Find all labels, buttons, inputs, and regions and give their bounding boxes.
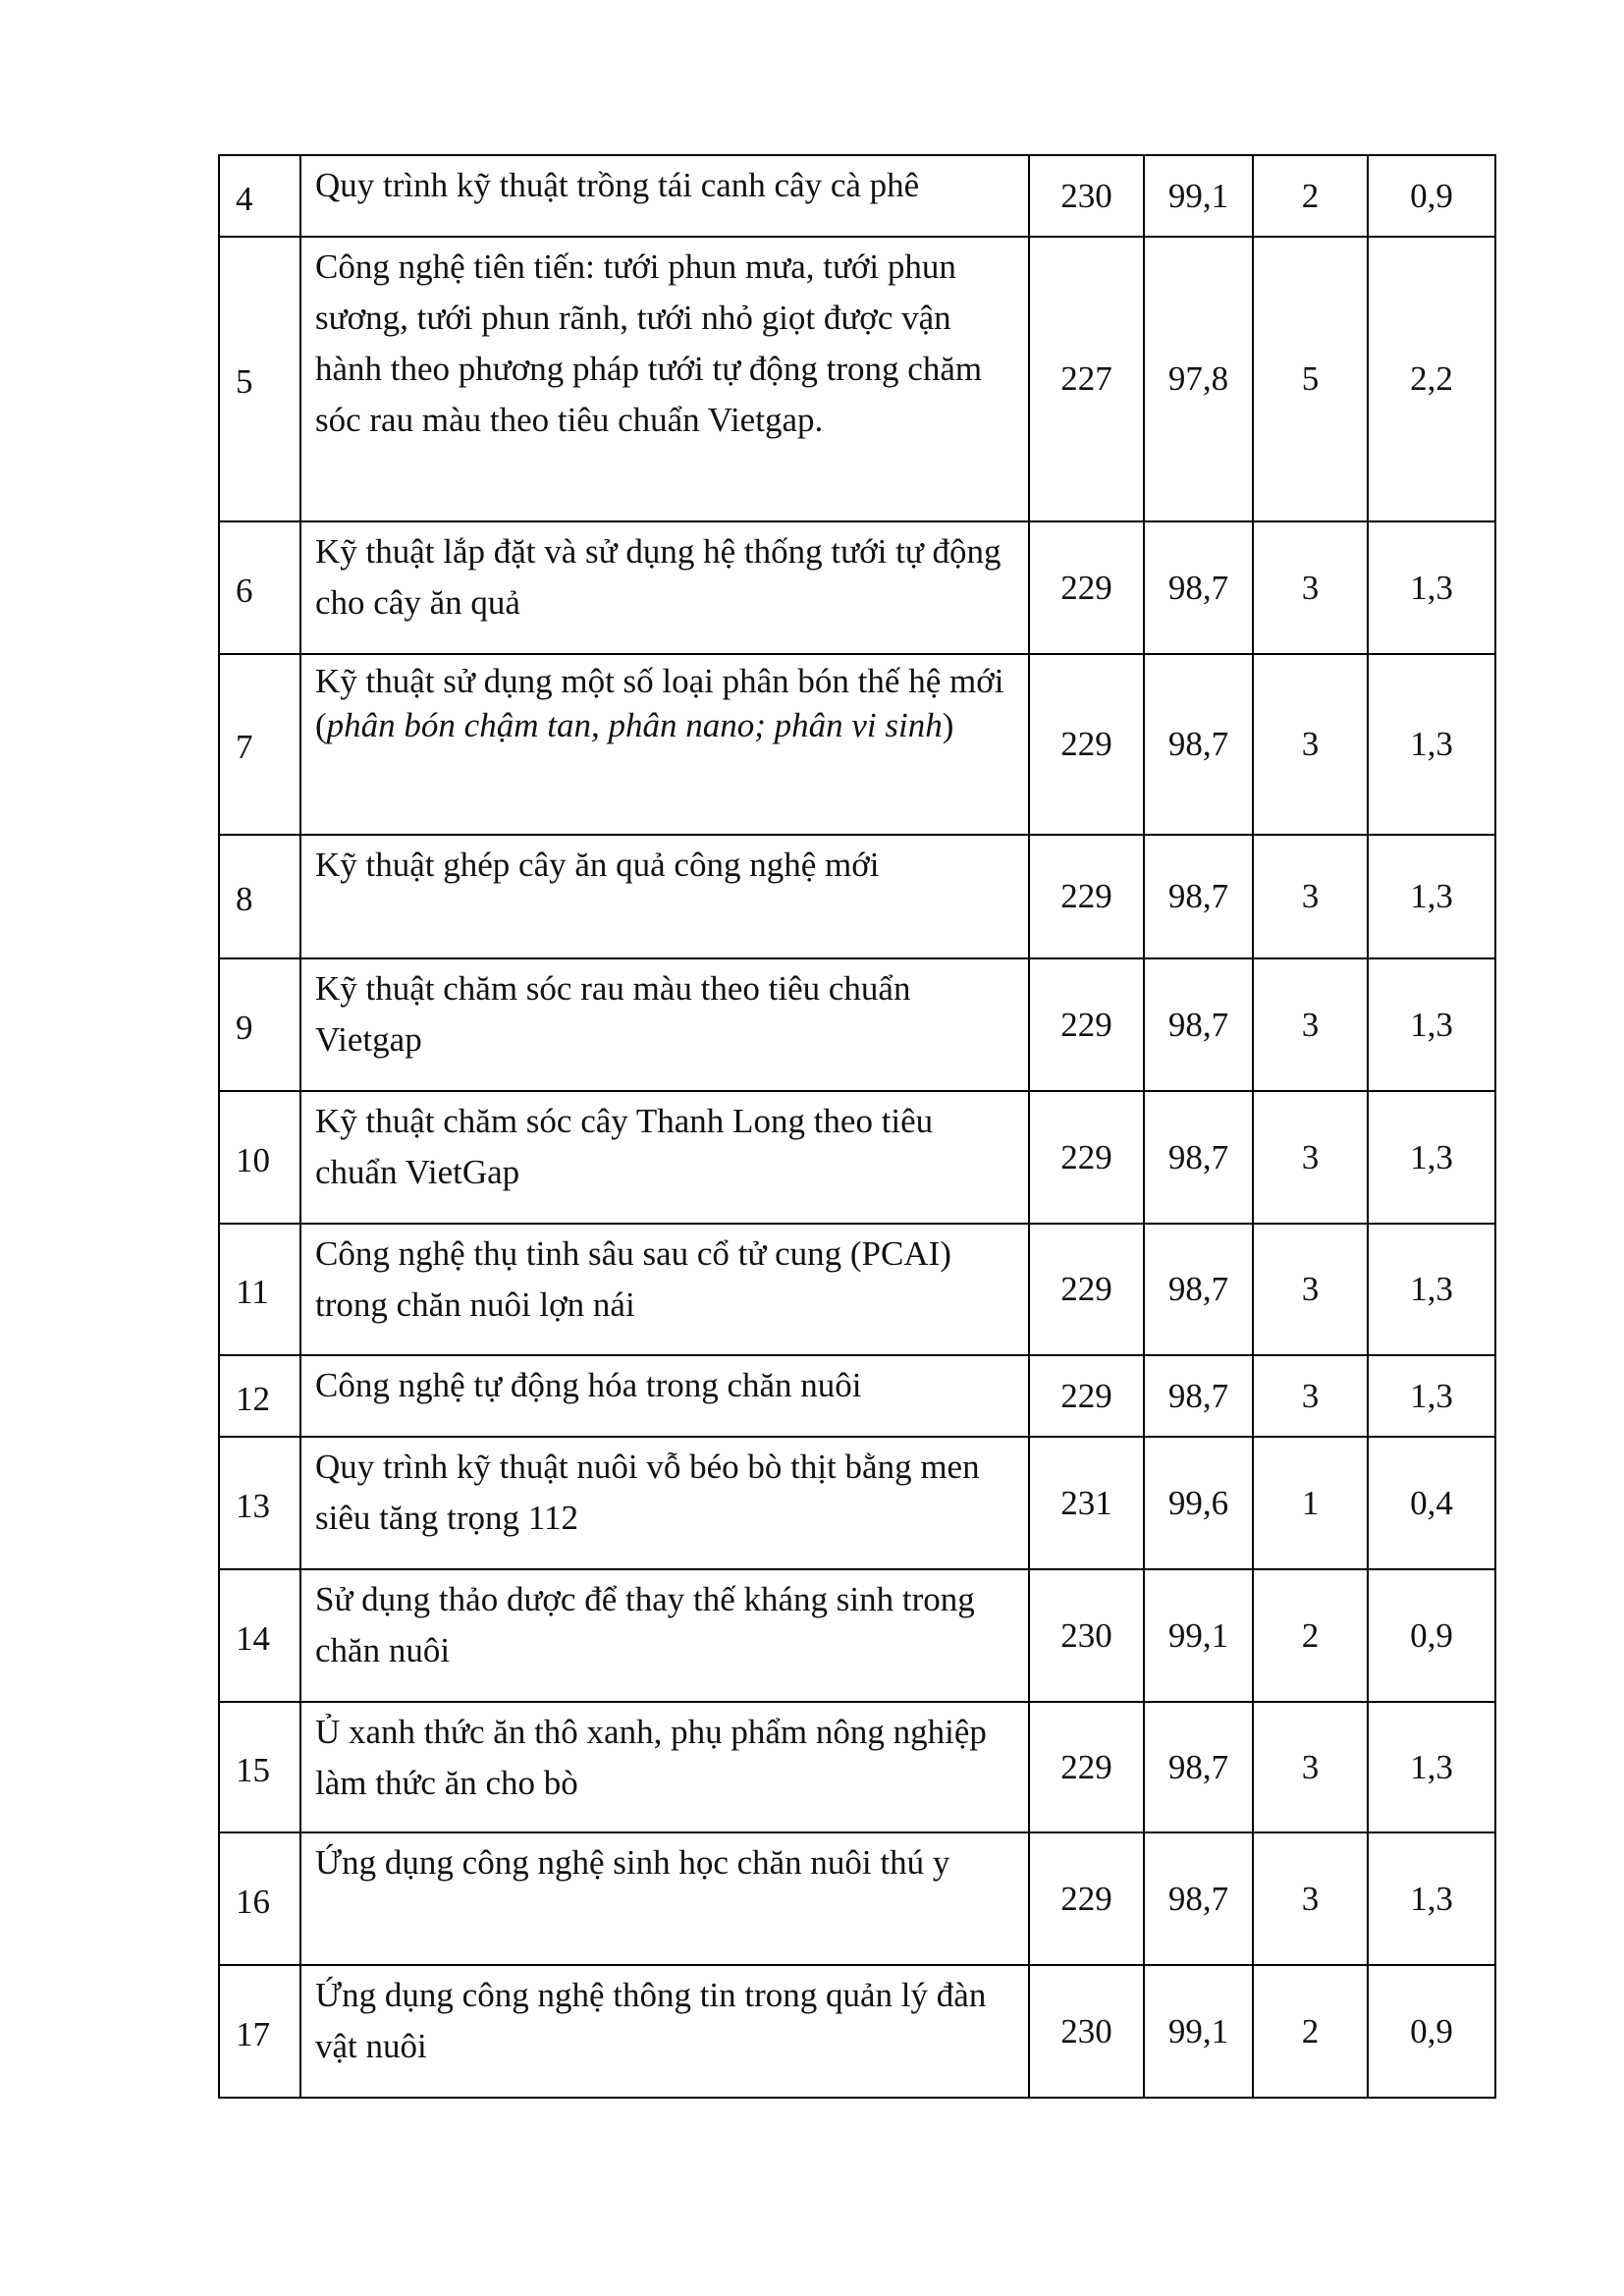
row-description: Công nghệ tự động hóa trong chăn nuôi — [300, 1355, 1029, 1437]
percent-disagree: 1,3 — [1368, 654, 1495, 835]
row-number: 5 — [219, 237, 300, 521]
row-description: Kỹ thuật lắp đặt và sử dụng hệ thống tưới tự động cho cây ăn quả — [300, 521, 1029, 654]
row-number: 7 — [219, 654, 300, 835]
row-description-text: Kỹ thuật sử dụng một số loại phân bón thế hệ mới — [315, 662, 1004, 700]
percent-agree: 98,7 — [1144, 835, 1253, 958]
count-disagree: 3 — [1253, 654, 1368, 835]
count-disagree: 3 — [1253, 1091, 1368, 1224]
count-agree: 229 — [1029, 1091, 1144, 1224]
table-row — [219, 1224, 1495, 1355]
percent-agree: 99,1 — [1144, 1569, 1253, 1702]
row-number: 6 — [219, 521, 300, 654]
count-disagree: 3 — [1253, 521, 1368, 654]
table-row — [219, 1437, 1495, 1569]
row-description: Công nghệ tiên tiến: tưới phun mưa, tưới phun sương, tưới phun rãnh, tưới nhỏ giọt được vận hành theo phương pháp tưới tự động trong chăm sóc rau màu theo tiêu chuẩn Vietgap. — [300, 237, 1029, 521]
row-description: Ứng dụng công nghệ thông tin trong quản lý đàn vật nuôi — [300, 1965, 1029, 2098]
row-description: Công nghệ thụ tinh sâu sau cổ tử cung (PCAI) trong chăn nuôi lợn nái — [300, 1224, 1029, 1355]
percent-agree: 99,6 — [1144, 1437, 1253, 1569]
percent-agree: 98,7 — [1144, 1224, 1253, 1355]
count-disagree: 3 — [1253, 1224, 1368, 1355]
count-agree: 230 — [1029, 155, 1144, 237]
percent-agree: 98,7 — [1144, 1832, 1253, 1965]
table-row — [219, 1832, 1495, 1965]
count-agree: 229 — [1029, 835, 1144, 958]
count-agree: 229 — [1029, 958, 1144, 1091]
percent-disagree: 1,3 — [1368, 958, 1495, 1091]
row-description: Quy trình kỹ thuật nuôi vỗ béo bò thịt bằng men siêu tăng trọng 112 — [300, 1437, 1029, 1569]
count-agree: 229 — [1029, 1832, 1144, 1965]
count-agree: 230 — [1029, 1965, 1144, 2098]
row-number: 15 — [219, 1702, 300, 1832]
percent-disagree: 2,2 — [1368, 237, 1495, 521]
row-number: 13 — [219, 1437, 300, 1569]
row-number: 12 — [219, 1355, 300, 1437]
count-agree: 227 — [1029, 237, 1144, 521]
row-description-note: phân bón chậm tan, phân nano; phân vi sinh — [326, 706, 943, 744]
table-row — [219, 1965, 1495, 2098]
row-number: 14 — [219, 1569, 300, 1702]
percent-agree: 98,7 — [1144, 521, 1253, 654]
survey-table — [218, 154, 1496, 2099]
row-description: Kỹ thuật ghép cây ăn quả công nghệ mới — [300, 835, 1029, 958]
percent-disagree: 1,3 — [1368, 1832, 1495, 1965]
percent-agree: 98,7 — [1144, 958, 1253, 1091]
table-row — [219, 1091, 1495, 1224]
percent-disagree: 1,3 — [1368, 1702, 1495, 1832]
row-description: Sử dụng thảo dược để thay thế kháng sinh trong chăn nuôi — [300, 1569, 1029, 1702]
count-agree: 229 — [1029, 1224, 1144, 1355]
count-disagree: 5 — [1253, 237, 1368, 521]
row-description: Kỹ thuật chăm sóc cây Thanh Long theo tiêu chuẩn VietGap — [300, 1091, 1029, 1224]
count-disagree: 3 — [1253, 1832, 1368, 1965]
percent-disagree: 1,3 — [1368, 1224, 1495, 1355]
percent-disagree: 0,9 — [1368, 1965, 1495, 2098]
table-row — [219, 521, 1495, 654]
row-description: Kỹ thuật chăm sóc rau màu theo tiêu chuẩn Vietgap — [300, 958, 1029, 1091]
count-agree: 229 — [1029, 654, 1144, 835]
percent-agree: 97,8 — [1144, 237, 1253, 521]
count-agree: 229 — [1029, 1355, 1144, 1437]
count-disagree: 1 — [1253, 1437, 1368, 1569]
table-row — [219, 155, 1495, 237]
count-disagree: 3 — [1253, 835, 1368, 958]
percent-agree: 98,7 — [1144, 1091, 1253, 1224]
table-row — [219, 654, 1495, 835]
table-row — [219, 1569, 1495, 1702]
count-agree: 231 — [1029, 1437, 1144, 1569]
table-row — [219, 237, 1495, 521]
percent-agree: 99,1 — [1144, 155, 1253, 237]
percent-agree: 98,7 — [1144, 1355, 1253, 1437]
percent-disagree: 0,9 — [1368, 155, 1495, 237]
row-number: 16 — [219, 1832, 300, 1965]
table-row — [219, 835, 1495, 958]
row-number: 11 — [219, 1224, 300, 1355]
count-disagree: 3 — [1253, 958, 1368, 1091]
percent-disagree: 1,3 — [1368, 521, 1495, 654]
percent-disagree: 0,9 — [1368, 1569, 1495, 1702]
row-description: Ứng dụng công nghệ sinh học chăn nuôi thú y — [300, 1832, 1029, 1965]
row-number: 9 — [219, 958, 300, 1091]
count-disagree: 2 — [1253, 155, 1368, 237]
table-row — [219, 1355, 1495, 1437]
percent-disagree: 1,3 — [1368, 1091, 1495, 1224]
row-number: 17 — [219, 1965, 300, 2098]
row-number: 10 — [219, 1091, 300, 1224]
percent-disagree: 0,4 — [1368, 1437, 1495, 1569]
percent-agree: 99,1 — [1144, 1965, 1253, 2098]
percent-disagree: 1,3 — [1368, 1355, 1495, 1437]
count-agree: 229 — [1029, 1702, 1144, 1832]
count-disagree: 3 — [1253, 1702, 1368, 1832]
count-agree: 230 — [1029, 1569, 1144, 1702]
percent-agree: 98,7 — [1144, 654, 1253, 835]
count-disagree: 2 — [1253, 1569, 1368, 1702]
row-description: Quy trình kỹ thuật trồng tái canh cây cà phê — [300, 155, 1029, 237]
percent-disagree: 1,3 — [1368, 835, 1495, 958]
row-description: Ủ xanh thức ăn thô xanh, phụ phẩm nông nghiệp làm thức ăn cho bò — [300, 1702, 1029, 1832]
table-row — [219, 1702, 1495, 1832]
row-number: 8 — [219, 835, 300, 958]
count-agree: 229 — [1029, 521, 1144, 654]
percent-agree: 98,7 — [1144, 1702, 1253, 1832]
row-description: Kỹ thuật sử dụng một số loại phân bón thế hệ mới (phân bón chậm tan, phân nano; phân vi sinh) — [300, 654, 1029, 835]
row-number: 4 — [219, 155, 300, 237]
count-disagree: 3 — [1253, 1355, 1368, 1437]
table-row — [219, 958, 1495, 1091]
count-disagree: 2 — [1253, 1965, 1368, 2098]
